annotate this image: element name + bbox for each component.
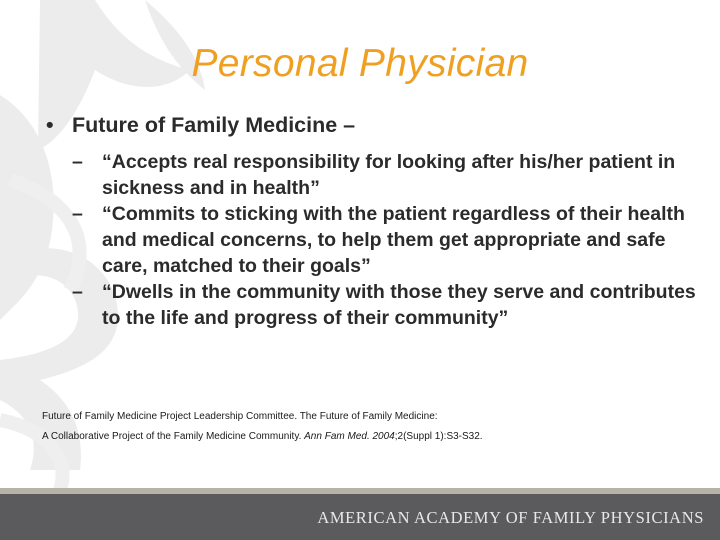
quote-item <box>72 201 712 279</box>
citation-journal: Ann Fam Med. 2004 <box>304 431 395 442</box>
main-bullet <box>46 113 355 138</box>
quote-text: “Dwells in the community with those they serve and contributes to the life and progress of their community” <box>102 281 696 329</box>
quote-list <box>72 149 712 331</box>
citation <box>42 407 682 447</box>
footer-bar <box>0 494 720 540</box>
citation-line-1: Future of Family Medicine Project Leadership Committee. The Future of Family Medicine: <box>42 411 438 422</box>
citation-line-2 <box>42 427 682 447</box>
dash-marker: – <box>72 281 83 303</box>
dash-marker: – <box>72 203 83 225</box>
slide-title: Personal Physician <box>191 42 529 85</box>
quote-item <box>72 279 712 331</box>
quote-text: “Accepts real responsibility for looking after his/her patient in sickness and in health” <box>102 151 676 199</box>
main-bullet-text: Future of Family Medicine – <box>72 113 356 137</box>
citation-text: A Collaborative Project of the Family Medicine Community. <box>42 431 305 442</box>
bullet-marker: • <box>46 113 54 137</box>
quote-item <box>72 149 712 201</box>
organization-name: AMERICAN ACADEMY OF FAMILY PHYSICIANS <box>317 508 704 527</box>
dash-marker: – <box>72 151 83 173</box>
quote-text: “Commits to sticking with the patient regardless of their health and medical concerns, to help them get appropriate and safe care, matched to their goals” <box>102 203 685 277</box>
citation-volume: ;2(Suppl 1):S3-S32. <box>394 431 483 442</box>
